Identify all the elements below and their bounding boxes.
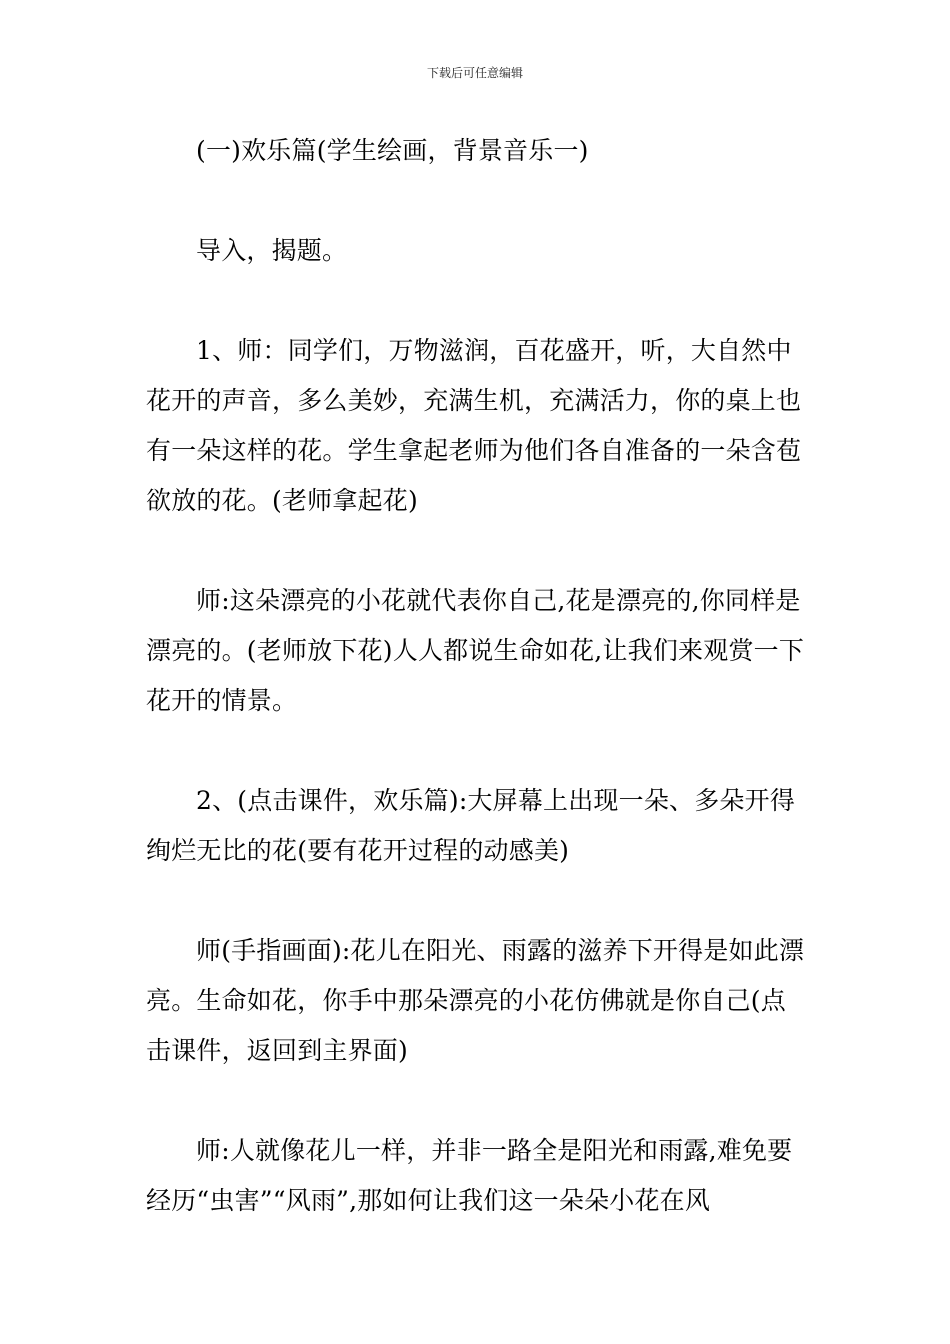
paragraph-teacher-2: 师(手指画面):花儿在阳光、雨露的滋养下开得是如此漂亮。生命如花，你手中那朵漂亮的小花仿佛就是你自己(点击课件，返回到主界面) bbox=[146, 936, 805, 1065]
page-header-note: 下载后可任意编辑 bbox=[426, 66, 523, 80]
paragraph-teacher-1: 师:这朵漂亮的小花就代表你自己,花是漂亮的,你同样是漂亮的。(老师放下花)人人都说生命如花,让我们来观赏一下花开的情景。 bbox=[146, 586, 805, 715]
paragraph-intro: 导入，揭题。 bbox=[196, 236, 348, 265]
paragraph-teacher-3: 师:人就像花儿一样，并非一路全是阳光和雨露,难免要经历“虫害”“风雨”,那如何让我们这一朵朵小花在风 bbox=[146, 1136, 793, 1215]
paragraph-step-2: 2、(点击课件，欢乐篇):大屏幕上出现一朵、多朵开得绚烂无比的花(要有花开过程的动感美) bbox=[146, 786, 796, 865]
paragraph-step-1: 1、师：同学们，万物滋润，百花盛开，听，大自然中花开的声音，多么美妙，充满生机，充满活力，你的桌上也有一朵这样的花。学生拿起老师为他们各自准备的一朵含苞欲放的花。(老师拿起花) bbox=[146, 336, 802, 515]
paragraph-section-title: (一)欢乐篇(学生绘画，背景音乐一) bbox=[196, 136, 589, 165]
document-body bbox=[146, 126, 810, 1276]
